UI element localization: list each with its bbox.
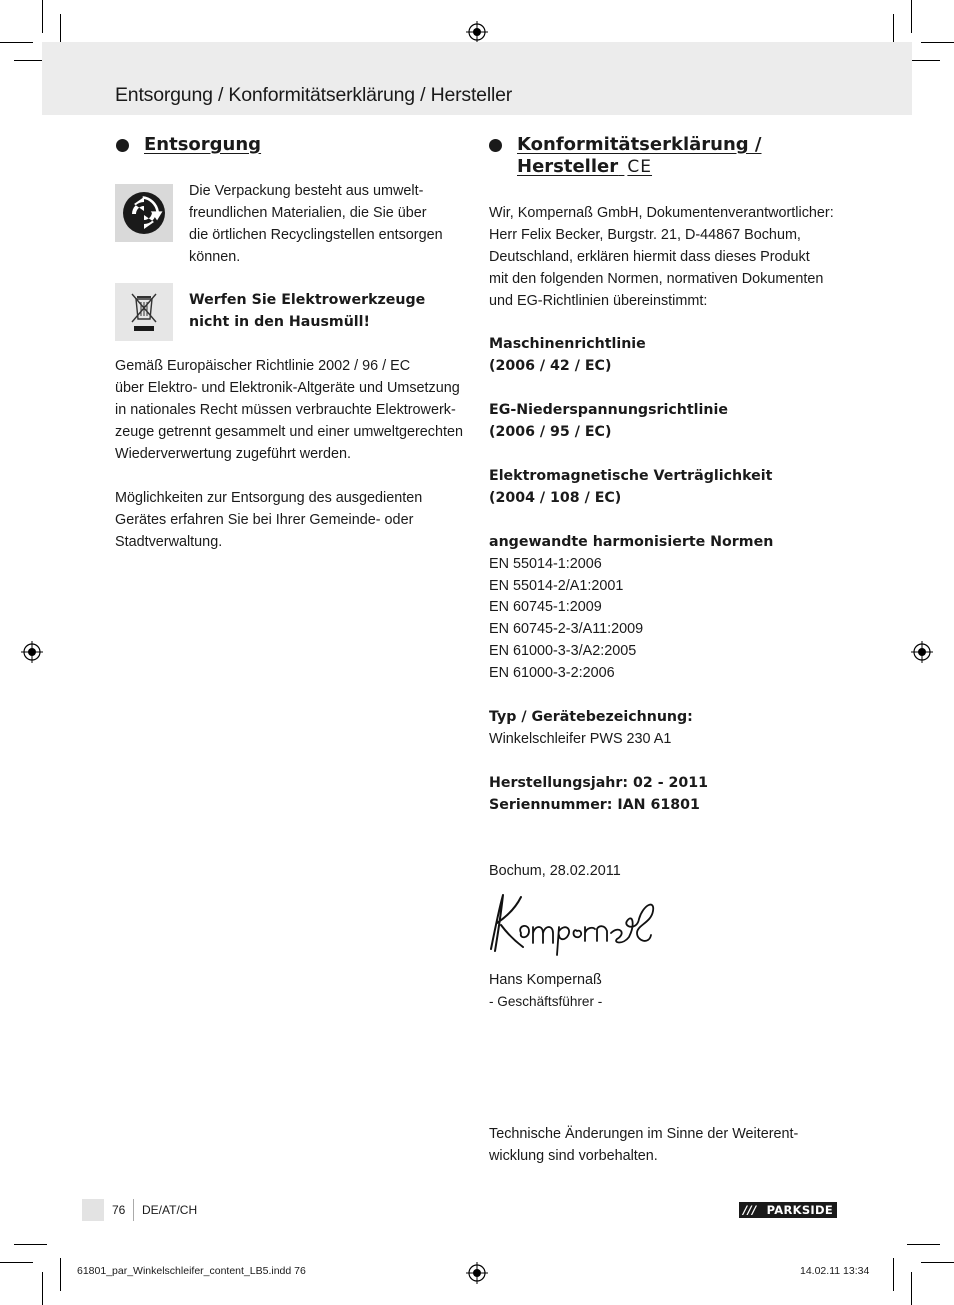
norm-item: EN 61000-3-2:2006 (489, 665, 615, 681)
print-slug-file: 61801_par_Winkelschleifer_content_LB5.indd 76 (77, 1265, 306, 1277)
packaging-text-line: die örtlichen Recyclingstellen entsorgen (189, 227, 443, 243)
serial-number: Seriennummer: IAN 61801 (489, 797, 700, 813)
packaging-text-line: können. (189, 249, 241, 265)
directive-title: EG-Niederspannungsrichtlinie (489, 402, 728, 418)
directive-text-line: über Elektro- und Elektronik-Altgeräte und Umsetzung (115, 380, 460, 396)
directive-number: (2006 / 95 / EC) (489, 424, 612, 440)
intro-text-line: mit den folgenden Normen, normativen Dokumenten (489, 271, 824, 287)
intro-text-line: Deutschland, erklären hiermit dass dieses Produkt (489, 249, 810, 265)
directive-text-line: Gemäß Europäischer Richtlinie 2002 / 96 / EC (115, 358, 411, 374)
section-bullet (116, 139, 129, 152)
ce-mark-icon: CE (627, 157, 653, 177)
norm-item: EN 60745-2-3/A11:2009 (489, 621, 644, 637)
section-heading-hersteller (517, 156, 652, 178)
directive-title: Maschinenrichtlinie (489, 336, 646, 352)
type-value: Winkelschleifer PWS 230 A1 (489, 731, 672, 747)
registration-mark-icon (21, 641, 43, 663)
footer-divider (133, 1199, 134, 1221)
signature-image (487, 889, 662, 957)
parkside-logo (739, 1202, 837, 1218)
disposal-options-line: Stadtverwaltung. (115, 534, 223, 550)
norm-item: EN 61000-3-3/A2:2005 (489, 643, 637, 659)
intro-text-line: Wir, Kompernaß GmbH, Dokumentenverantwortlicher: (489, 205, 834, 221)
page-title: Entsorgung / Konformitätserklärung / Hersteller (115, 84, 513, 106)
packaging-text-line: Die Verpackung besteht aus umwelt- (189, 183, 424, 199)
registration-mark-icon (466, 1262, 488, 1284)
packaging-text-line: freundlichen Materialien, die Sie über (189, 205, 427, 221)
logo-slashes: /// (743, 1203, 757, 1217)
warning-text-line: Werfen Sie Elektrowerkzeuge (189, 292, 426, 308)
norm-item: EN 55014-2/A1:2001 (489, 578, 624, 594)
signer-role: - Geschäftsführer - (489, 994, 603, 1009)
directive-number: (2006 / 42 / EC) (489, 358, 612, 374)
recycling-green-dot-icon (115, 184, 173, 242)
disposal-options-line: Möglichkeiten zur Entsorgung des ausgedienten (115, 490, 423, 506)
page-number: 76 (112, 1203, 126, 1217)
directive-text-line: zeuge getrennt gesammelt und einer umweltgerechten (115, 424, 463, 440)
warning-text-line: nicht in den Hausmüll! (189, 314, 370, 330)
technical-notice-line: Technische Änderungen im Sinne der Weiterent- (489, 1126, 799, 1142)
directive-text-line: in nationales Recht müssen verbrauchte Elektrowerk- (115, 402, 456, 418)
norms-title: angewandte harmonisierte Normen (489, 534, 774, 550)
heading-hersteller-text: Hersteller (517, 156, 619, 177)
place-date: Bochum, 28.02.2011 (489, 863, 621, 879)
technical-notice-line: wicklung sind vorbehalten. (489, 1148, 658, 1164)
manufacture-year: Herstellungsjahr: 02 - 2011 (489, 775, 709, 791)
registration-mark-icon (911, 641, 933, 663)
section-heading-entsorgung: Entsorgung (144, 134, 262, 155)
type-title: Typ / Gerätebezeichnung: (489, 709, 693, 725)
registration-mark-icon (466, 21, 488, 43)
crossed-bin-icon (115, 283, 173, 341)
footer-marker (82, 1199, 104, 1221)
region-code: DE/AT/CH (142, 1203, 198, 1217)
print-slug-datetime: 14.02.11 13:34 (800, 1265, 870, 1277)
logo-text: PARKSIDE (766, 1203, 833, 1217)
norm-item: EN 55014-1:2006 (489, 556, 602, 572)
intro-text-line: Herr Felix Becker, Burgstr. 21, D-44867 Bochum, (489, 227, 801, 243)
directive-title: Elektromagnetische Verträglichkeit (489, 468, 773, 484)
signer-name: Hans Kompernaß (489, 972, 602, 988)
section-bullet (489, 139, 502, 152)
intro-text-line: und EG-Richtlinien übereinstimmt: (489, 293, 708, 309)
directive-number: (2004 / 108 / EC) (489, 490, 622, 506)
norm-item: EN 60745-1:2009 (489, 599, 602, 615)
section-heading-konformitaet: Konformitätserklärung / (517, 134, 762, 155)
directive-text-line: Wiederverwertung zugeführt werden. (115, 446, 351, 462)
disposal-options-line: Gerätes erfahren Sie bei Ihrer Gemeinde- oder (115, 512, 414, 528)
